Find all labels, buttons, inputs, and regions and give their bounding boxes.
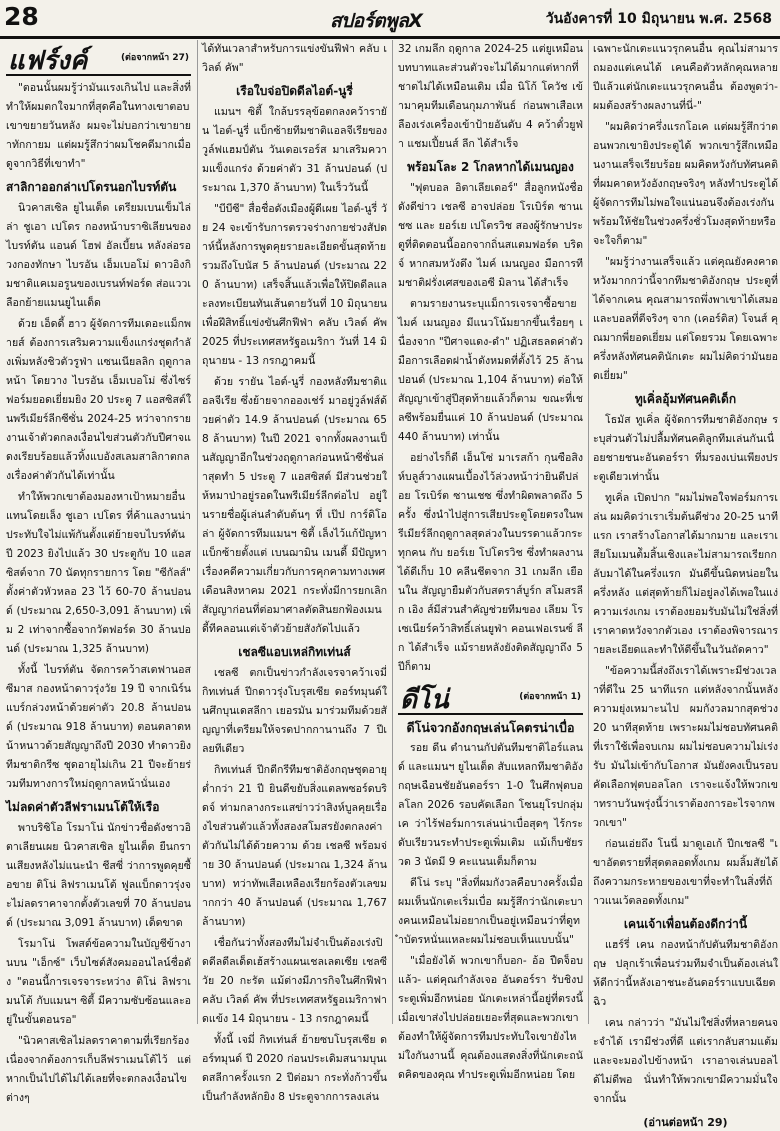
paragraph: "นิวคาสเซิลไม่ลดราคาตามที่เรียกร้อง เนื่องจากต้องการเก็บลีฟราเมนโต้ไว้ แต่หากเป็นไปได้ไม่ได้เลยที่จะตกลงเงื่อนไขต่างๆ xyxy=(6,1035,191,1104)
paragraph: อย่างไรก็ดี เอ็นโซ่ มาเรสก้า กุนซือสิงห์บลูส์วางแผนเบื้องไว้ล่วงหน้าว่ายินดีปล่อย โรเบิร์ต ซานเชซ ซึ่งทำผิดพลาดถึง 5 ครั้ง ซึ่งนำไปสู่การเสียประตูโดยตรงในพรีเมียร์ลีกฤดูกาลสุดล่วงในบรรดาแล้วกระทุกคน กับ ยอร์เย โปโตรวิช ซึ่งทำผลงานได้ดีเก็บ 10 คลีนชีตจาก 31 เกมลีก เยือนใน สัญญายืมตัวกับสตราส์บูร์ก สโมสรลีก เอิง ส์มีส่วนสำคัญช่วยทีมของ เลียม โรเซเนียร์คว้าสิทธิ์เล่นยูฟ่า คอนเฟอเรนซ์ ลีก ได้สำเร็จ แม้รายหลังยังติดสัญญาถึง 5 ปีก็ตาม xyxy=(398,452,583,673)
paragraph: ทูเคิ่ล เปิดปาก "ผมไม่พอใจฟอร์มการเล่น ผมคิดว่าเราเริ่มต้นดีช่วง 20-25 นาทีแรก เราสร้างโอกาสได้มากมาย และเราเสียโมเมนต์ัมสิ้นเชิงและไม่สามารถเรียกกลับมาได้ในครึ่งแรก มันดีขึ้นนิดหน่อยในครึ่งหลัง แต่สุดท้ายก็ไม่อยู่ลงได้เพอในแง่ความเร่งเกม เราต้องยอมรับมันไม่ใช่สิ่งที่เราคาดหวังจากตัวเอง เราต้องพิจารณารายละเอียดและทำให้ดีขึ้นในวันถัดคาว" xyxy=(593,492,778,656)
subheading: เชลซีแอบเหล่กิทเท่นส์ xyxy=(238,645,351,659)
page-header xyxy=(0,0,780,39)
paragraph: 32 เกมลีก ฤดูกาล 2024-25 แต่ยูเหมือนบทบาทและส่วนตัวจะไม่ได้มากแต่หากที่ชาตไม่ได้เหมือนเดิม เมื่อ นิโก้ โควัช เข้ามาคุมทีมเดือนกุมภาพันธ์ ก่อนพาเสือเหลืองเร่งเครื่องเข้าป้ายอันดับ 4 คว้าตั๋วยูฟ่า แชมเปี้ยนส์ ลีก ได้สำเร็จ xyxy=(398,43,583,150)
paragraph: "บีบีซี" สื่อชื่อดังเมืองผู้ดีเผย ไอต์-นูรี่ วัย 24 จะเข้ารับการตรวจร่างกายช่วงสัปดาห์นี้หลังการพูดคุยรายละเอียดขั้นสุดท้ายรวมถึงโบนัส 5 ล้านปอนด์ (ประมาณ 220 ล้านบาท) เสร็จสิ้นแล้วเพื่อให้ปิดดีลและลงทะเบียนทันเส้นตายวันที่ 10 มิถุนายน เพื่อฝึสิทธิ์แข่งขันศึกฟีฟ่า คลับ เวิลด์ คัพ 2025 ที่ประเทศสหรัฐอเมริกา วันที่ 14 มิถุนายน - 13 กรกฎาคมนี้ xyxy=(202,203,387,367)
paragraph: แฮร์รี่ เคน กองหน้ากัปตันทีมชาติอังกฤษ ปลุกเร้าเพื่อนร่วมทีมจำเป็นต้องเล่นให้ดีกว่านี้หลังเอาชนะอันดอร์ราแบบเฉียดฉิว xyxy=(593,939,778,1008)
paragraph: พาบริซิโอ โรมาโน่ นักข่าวชื่อดังชาวอิตาเลียนเผย นิวคาสเซิล ยูไนเต็ด ยืนกรานเสียงหลังไม่แนะนำ ชีสซี่ ว่าการพูดคุยซื้อขาย ติโน่ ลิฟราเมนโต้ ฟูลแบ็กดาวรุ่งจะไม่ลดราคาจากตั้งตัวเลขที่ 70 ล้านปอนด์ (ประมาณ 3,091 ล้านบาท) เด็ดขาด xyxy=(6,822,191,929)
section-title: ดีโน่ xyxy=(400,685,449,715)
paragraph: "ผมคิดว่าครึ่งแรกโอเค แต่ผมรู้สึกว่าตอนพวกเขายิงประตูได้ พวกเขารู้สึกเหมือนงานเสร็จเรียบร้อย ผมคิดหวังกับทัศนคติที่ผมคาดหวังอังกฤษจริงๆ หลังทำประตูได้ ผู้จัดการทีมไม่พอใจแน่นอนจึงต้องเร่งกันพร้อมให้ชัยในช่วงครึ่งชั่วโมงสุดท้ายหรือจะใจก็ตาม" xyxy=(593,121,778,247)
column-divider xyxy=(197,40,198,1024)
paragraph: ดีโน่ ระบุ "สิ่งที่ผมกังวลคือบางครั้งเมื่อผมเห็นนักเตะเริ่มเบื่อ ผมรู้สึกว่านักเตะบางคนเหมือนไม่อยากเป็นอยู่เหมือนว่าที่ดูทำบัตรหนั่นแหละผมไม่ชอบเห็นแบบนั้น" xyxy=(398,877,583,946)
column-4 xyxy=(593,40,778,1129)
paragraph: โรมาโน่ โพสต์ข้อความในบัญชีข้างานบน "เอ็กซ์" เว็บไซต์สังคมออนไลน์ชื่อดัง "ตอนนี้การเจรจาระหว่าง ติโน่ ลิฟราเมนโต้ กับแมนฯ ซิตี้ มีความซับซ้อนและอยู่ในขั้นตอนรอ" xyxy=(6,938,191,1026)
paragraph: ก่อนเอ่ยถึง โนนี่ มาดูเอเก้ ปีกเชลซี "เขาอัตตรายที่สุดตลอดทั้งเกม ผมลิ้มสัยได้ถึงความกระหายของเขาที่จะทำในสิ่งที่ถ้าวแนเว้ตลอดทั้งเกม" xyxy=(593,838,778,907)
paragraph: เฉพาะนักเตะแนวรุกคนอื่น คุณไม่สามารถมองแต่เคนได้ เคนคือตัวหลักคุณหลายปีแล้วแต่นักเตะแนวรุกคนอื่น ต้องพูดว่า-ผมต้องสร้างผลงานที่นี่-" xyxy=(593,43,778,112)
column-3 xyxy=(398,40,583,1081)
paragraph: "ตอนนั้นผมรู้ว่ามันแรงเกินไป และสิ่งที่ทำให้ผมตกใจมากที่สุดคือในทางเขาตอบเขาขยายวันหลัง ผมจะไม่บอกว่าเขายายาทักกายม แต่ผมรู้สึกว่าผมโชคดีมากเมื่อดูจากวิธีที่เขาทำ" xyxy=(6,82,191,170)
column-2 xyxy=(202,40,387,1103)
paragraph: ด้วย รายัน ไอต์-นูรี่ กองหลังทีมชาติแอลจีเรีย ซึ่งย้ายจากอองเช่ร์ มาอยู่วูล์ฟส์ด้วยค่าตัว 14.9 ล้านปอนด์ (ประมาณ 658 ล้านบาท) ในปี 2021 จากทั้งผลงานเป็นสัญญาอีกในช่วงฤดูกาลก่อนหน้าซีซั่นล่าสุดทำ 5 ประตู 7 แอสซิสต์ มีส่วนช่วยให้หมาป่าอยู่รอดในพรีเมียร์ลีกต่อไป อยู่ในรายชื่อผู้เล่นลำดับต้นๆ ที่ เป๊ป การ์ดิโอล่า ผู้จัดการทีมแมนฯ ซิตี้ เล็งไว้แก้ปัญหาแบ็กซ้ายตั้งแต่ เบนฌามิน เมนดี้ มีปัญหาเรื่องคดีความเกี่ยวกับการคุกคามทางเพศเดือนสิงหาคม 2021 กระทั่งมีการยกเลิกสัญญาก่อนที่ต่อมาศาลตัดสินยกฟ้องเมนดี้ทีคลอนแต่เจ้าตัวย้ายสังกัดไปแล้ว xyxy=(202,376,387,635)
section-title: แฟร์งค์ xyxy=(8,46,88,76)
column-divider xyxy=(392,40,393,1024)
section-header xyxy=(6,40,191,76)
paragraph: เคน กล่าวว่า "มันไม่ใช่สิ่งที่หลายคนจะจำได้ เรามีช่วงที่ดี แต่เรากลับสามแต้มและจะมองไปข้างหน้า เราอาจเล่นบอลได้ไม่ดีพอ นั่นทำให้พวกเขามีความมั่นใจ จากนั้น xyxy=(593,1017,778,1105)
issue-date: วันอังคารที่ 10 มิถุนายน พ.ศ. 2568 xyxy=(545,11,772,27)
paragraph: นิวคาสเซิล ยูไนเต็ด เตรียมเบนเข็มไล่ล่า ชูเอา เปโดร กองหน้าบราซิเลียนของ ไบรท์ตัน แอนด์ โฮฟ อัลเบี้ยน หลังล่อรอวงกองทักษา ไบรอัน เอ็มเบอโม่ ดาวอิงกิมชาติแคเมอรูนของเบรนท์ฟอร์ด ส่อแววเลือกย้ายแมนยูไนเต็ด xyxy=(6,202,191,309)
paragraph: แมนฯ ซิตี้ ใกล้บรรลุข้อตกลงคว้ารายัน ไอต์-นูรี่ แบ็กซ้ายทีมชาติแอลจีเรียของ วูล์ฟแฮมป์ตัน วันเดอเรอร์ส มาเสริมความแข็งแกร่ง ด้วยค่าตัว 31 ล้านปอนด์ (ประมาณ 1,370 ล้านบาท) ในเร็ววันนี้ xyxy=(202,106,387,194)
column-1 xyxy=(6,40,191,1104)
paragraph: ทำให้พวกเขาต้องมองหาเป้าหมายอื่นแทนโดยเล็ง ชูเอา เปโดร ที่ค้าแลงานน่าประทับใจไม่แพ้กันตั้งแต่ย้ายจบไบรท์ตัน ปี 2023 ยิงไปแล้ว 30 ประตูกับ 10 แอสซิสต์จาก 70 นัดทุกรายการ โดย "ซีกัลส์" ตั้งค่าตัวหัวหลอ 23 ไว้ 60-70 ล้านปอนด์ (ประมาณ 2,650-3,091 ล้านบาท) เพิ่ม 2 เท่าจากซื้อจากวัตฟอร์ด 30 ล้านปอนด์ (ประมาณ 1,325 ล้านบาท) xyxy=(6,491,191,655)
subheading: พร้อมโละ 2 โกลหากได้เมนญอง xyxy=(407,160,574,174)
paragraph: โธมัส ทูเคิ่ล ผู้จัดการทีมชาติอังกฤษ ระบุส่วนตัวไม่ปลื้มทัศนคติลูกทีมเล่นกันเนื่อยชายชนะอันดอร์รา ที่มรองเบ่นเพียงประตูเดียวเท่านั้น xyxy=(593,414,778,483)
paragraph: ทั้งนี้ ไบรท์ตัน จัดการคว้าสเตฟานอส ซีมาส กองหน้าดาวรุ่งวัย 19 ปี จากเนิร์นแบร์กล่วงหน้าด้วยค่าตัว 20.8 ล้านปอนด์ (ประมาณ 918 ล้านบาท) ตอนตลาดหน้าหนาวด้วยสัญญาถึงปี 2030 ทำดาวยิงทีมชาติกรีซ ชุดอายุไม่เกิน 21 ปีจะย้ายร่วมทีมทางการใหม่ฤดูกาลหน้านั่นเอง xyxy=(6,664,191,790)
column-divider xyxy=(588,40,589,1024)
paragraph: "ผมรู้ว่างานเสร็จแล้ว แต่คุณยังคงคาดหวังมากกว่านี้จากทีมชาติอังกฤษ ประตูที่ได้จากเคน คุณสามารถพึ่งพาเขาได้เสมอและบอลที่ตีจริงๆ จาก (เคอร์ติส) โจนส์ คุณมากพี่ยอดเยี่ยม แต่โดยรวม โดยเฉพาะครึ่งหลังทัศนคตินักเตะ ผมไม่คิดว่ามันยอดเยี่ยม" xyxy=(593,256,778,382)
section-header xyxy=(398,679,583,715)
paragraph: เชื่อกันว่าทั้งสองทีมไม่จำเป็นต้องเร่งปิดดีลดีลเด็ดเฮ้สร้างแผนเชลเลตเซีย เชลซี วัย 20 กะรัต แม้ต่างมีภารกิจในศึกฟีฟ่า คลับ เวิลด์ คัพ ที่ประเทศสหรัฐอเมริกาฟาดแข้ง 14 มิถุนายน - 13 กรกฎาคมนี้ xyxy=(202,937,387,1025)
subheading: ทูเคิ่ลอุ้มทัศนคติเด็ก xyxy=(634,392,737,406)
paragraph: ได้ทันเวลาสำหรับการแข่งขันฟีฟ่า คลับ เวิลด์ คัพ" xyxy=(202,43,387,74)
continued-on: (อ่านต่อหน้า 29) xyxy=(643,1116,728,1129)
newspaper-logo: สปอร์ตพูลX xyxy=(330,10,423,32)
subheading: เรือใบจ่อปิดดีลไอต์-นูรี่ xyxy=(236,84,353,98)
article-headline: ดีโน่จวกอังกฤษเล่นโคตรน่าเบื่อ xyxy=(406,720,575,735)
paragraph: ตามรายงานระบุแม็การเจรจาซื้อขาย ไมค์ เมนญอง มีแนวโน้มยากขึ้นเรื่อยๆ เนื่องจาก "ปีศาจแดง-ดำ" ปฏิเสธลดค่าตัวมือการเลือดฝาน้ำดังหมดที่ตั้งไว้ 25 ล้านปอนด์ (ประมาณ 1,104 ล้านบาท) ต่อให้สัญญาเข้าสู่ปีสุดท้ายแล้วก็ตาม ขณะที่เชลซีพร้อมยื่นแค่ 10 ล้านปอนด์ (ประมาณ 440 ล้านบาท) เท่านั้น xyxy=(398,298,583,443)
paragraph: "ฟุตบอล อิตาเลียเดอร์" สื่อลูกหนังชื่อดังดีข่าว เชลซี อาจปล่อย โรเบิร์ต ซานเชซ และ ยอร์เย เปโตรวิช สองผู้รักษาประตูที่ติดตอนนี้ออกจากถิ่นสแตมฟอร์ด บริดจ์ หากสมหวังดึง ไมค์ เมนญอง มือการทีมชาติฝรั่งเศสของเอซี มิลาน ได้สำเร็จ xyxy=(398,182,583,289)
paragraph: "เมื่อยังได้ พวกเขาก็บอก- อ้อ ปืดจ็อบแล้ว- แต่คุณกำลังเจอ อันดอร์รา รับชิงประตูเพิ่มอีกหน่อย นักเตะเหล่านี้อยู่ที่ตรงนี้ เมื่อเขาส่งไปปล่อยเยอะที่สุดและพวกเขาต้องทำให้ผู้จัดการทีมประทับใจเขายังไหม่ใงกันงานนี้ คุณต้องแสดงสิ่งที่นักเตะถนัดคิดของคุณ ทำประตูเพิ่มอีกหน่อย โดย xyxy=(398,955,583,1081)
subheading: เคนเจ้าเพื่อนต้องดีกว่านี้ xyxy=(623,917,748,931)
page-number: 28 xyxy=(4,2,39,31)
paragraph: รอย ดีน ตำนานกัปตันทีมชาติไอร์แลนด์ และแมนฯ ยูไนเต็ด สับแหลกทีมชาติอังกฤษเฉือนชัยอันดอร์รา 1-0 ในศึกฟุตบอลโลก 2026 รอบคัดเลือก โซนยุโรปกลุ่ม เค ว่าไร้ฟอร์มการเล่นน่าเบื่อสุดๆ ไร้กระดับเรียวนระทำประตูเพิ่มเติม แม้เก็บชัยรวด 3 นัดมี 9 คะแนนเต็มก็ตาม xyxy=(398,742,583,868)
paragraph: เชลซี ตกเป็นข่าวกำลังเจรจาคว้าเจมี่ กิทเท่นส์ ปีกดาวรุ่งโบรุสเซีย ดอร์ทมุนด์ในศึกบุนเดสลีกา เยอรมัน มาร่วมทีมด้วยสัญญาที่เตรียมให้จรดปากกานานถึง 7 ปีเลยทีเดียว xyxy=(202,667,387,755)
continued-from: (ต่อจากหน้า 27) xyxy=(120,53,189,63)
paragraph: กิทเท่นส์ ปีกดีกรีทีมชาติอังกฤษชุดอายุต่ำกว่า 21 ปี ยินดีขยับสิ่งแตลพซอร์ดบริดจ์ ท่ามกลางกระแสข่าวว่าสิงห์บูลคุยเรื่องไขส่วนตัวแล้วทั้งสองสโมสรยังตกลงค่าตัวกันไม่ได้ด้วยความ ด้วย เชลซี พร้อมจ่าย 30 ล้านปอนด์ (ประมาณ 1,324 ล้านบาท) ทว่าทัพเสือเหลืองเรียกร้องตัวเลขมากกว่า 40 ล้านปอนด์ (ประมาณ 1,767 ล้านบาท) xyxy=(202,764,387,928)
subheading: สาลิกาออกล่าเปโดรนอกไบรท์ตัน xyxy=(6,180,177,194)
subheading: ไม่ลดค่าตัวลีฟราเมนโต้ให้เรือ xyxy=(6,800,160,814)
paragraph: "ข้อความนี้ส่งถึงเราได้เพราะมีช่วงเวลาที่ดีใน 25 นาทีแรก แต่หลังจากนั้นหลังความยุ่งเหมาะนไป ผมกังวลมากสุดช่วง 20 นาทีสุดท้าย เพราะผมไม่ชอบทัศนคติที่เราใช้เพื่อจบเกม ผมไม่ชอบความไม่เร่งรับ มันไม่เข้ากับโอกาส มันยังคงเป็นรอบคัดเลือกฟุตบอลโลก เราจะแจ้งให้พวกเขาทราบวันพรุ่งนี้ว่าเราต้องการอะไรจากพวกเขา" xyxy=(593,665,778,829)
continued-from: (ต่อจากหน้า 1) xyxy=(519,692,581,702)
paragraph: ด้วย เอ็ดดี้ ฮาว ผู้จัดการทีมเดอะแม็กพายส์ ต้องการเสริมความแข็งแกร่งชุดกำลังเพิ่มหลังชิวตัวรูฟ่า แซนเนียลลิก ฤดูกาลหน้า โดยวาง ไบรอัน เอ็มเบอโม่ ซึ่งไซร์ฟอร์มยอดเยี่ยมยิง 20 ประตู 7 แอสซิสต์ในพรีเมียร์ลีกซีซั่น 2024-25 หว่าจากรายงานเจ้าตัวตกลงเงื่อนไขส่วนตัวกับปีศาจแดงเรียบร้อยแล้วทิ้งแบอังสเลมสาลิกาตกลงเรื่องค่าตัวกันได้เท่านั้น xyxy=(6,318,191,482)
paragraph: ทั้งนี้ เจมี่ กิทเท่นส์ ย้ายซบโบรุสเซีย ดอร์ทมุนด์ ปี 2020 ก่อนประเดิมสนามบุนเดสลีกาครั้งแรก 2 ปีต่อมา กระทั่งก้าวขึ้นเป็นกำลังหลักยิง 8 ประตูจากการลงเล่น xyxy=(202,1034,387,1103)
